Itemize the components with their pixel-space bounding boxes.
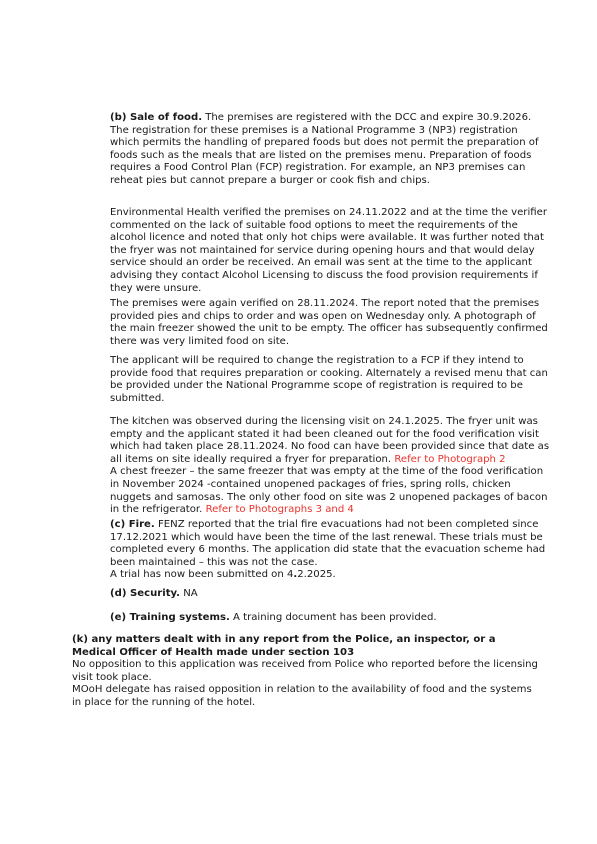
section-c — [110, 519, 550, 582]
section-k — [72, 634, 542, 710]
section-b-para3 — [110, 355, 550, 405]
trial-dot: . — [293, 569, 298, 581]
trial-text-end: 2.2025. — [297, 569, 336, 581]
section-k-para1: No opposition to this application was received from Police who reported before the licensing visit took place. — [72, 659, 538, 683]
trial-text: A trial has now been submitted on 4 — [110, 569, 294, 581]
photo-reference: Refer to Photograph 2 — [394, 453, 506, 465]
paragraph: The applicant will be required to change the registration to a FCP if they intend to provide food that requires preparation or cooking. Alternately a revised menu that can be provided under the National Programme scope of registration is required to be submitted. — [110, 355, 548, 404]
section-e-heading: (e) Training systems. — [110, 612, 230, 623]
section-k-para2: MOoH delegate has raised opposition in relation to the availability of food and the systems in place for the running of the hotel. — [72, 684, 532, 708]
section-d-heading: (d) Security. — [110, 588, 181, 599]
paragraph: The premises were again verified on 28.11.2024. The report noted that the premises provided pies and chips to order and was open on Wednesday only. A photograph of the main freezer showed the unit to be empty. The officer has subsequently confirmed there was very limited food on site. — [110, 298, 548, 347]
paragraph-text: A chest freezer – the same freezer that was empty at the time of the food verification in November 2024 -contained unopened packages of fries, spring rolls, chicken nuggets and samosas. The only other food on site was 2 unopened packages of bacon in the refrigerator. — [110, 466, 548, 516]
section-b-para4 — [110, 416, 550, 517]
section-b-intro-text: The premises are registered with the DCC and expire 30.9.2026. The registration for these premises is a National Programme 3 (NP3) registration which permits the handling of prepared foods but does not permit the preparation of foods such as the meals that are listed on the premises menu. Preparation of foods requires a Food Control Plan (FCP) registration. For example, an NP3 premises can reheat pies but cannot prepare a burger or cook fish and chips. — [110, 112, 539, 186]
section-e — [110, 612, 550, 625]
paragraph-text: The kitchen was observed during the licensing visit on 24.1.2025. The fryer unit was empty and the applicant stated it had been cleaned out for the food verification visit which had taken place 28.11.2024. No food can have been provided since that date as all items on site ideally required a fryer for preparation. — [110, 416, 550, 465]
section-e-text: A training document has been provided. — [229, 612, 437, 623]
photo-reference: Refer to Photographs 3 and 4 — [205, 504, 354, 516]
section-c-heading: (c) Fire. — [110, 519, 155, 530]
section-k-heading: (k) any matters dealt with in any report from the Police, an inspector, or a Medical Officer of Health made under section 103 — [72, 634, 496, 658]
section-c-text: FENZ reported that the trial fire evacuations had not been completed since 17.12.2021 which would have been the time of the last renewal. These trials must be completed every 6 months. The application did state that the evacuation scheme had been maintained – this was not the case. — [110, 519, 546, 568]
section-b-intro — [110, 112, 550, 188]
section-d-text: NA — [180, 588, 198, 599]
section-d — [110, 588, 550, 601]
paragraph: Environmental Health verified the premises on 24.11.2022 and at the time the verifier commented on the lack of suitable food options to meet the requirements of the alcohol licence and noted that only hot chips were available. It was further noted that the fryer was not maintained for service during opening hours and that would delay service should an order be received. An email was sent at the time to the applicant advising they contact Alcohol Licensing to discuss the food provision requirements if they were unsure. — [110, 207, 547, 294]
section-b-para2 — [110, 298, 550, 348]
section-b-para1 — [110, 207, 550, 295]
section-b-heading: (b) Sale of food. — [110, 112, 203, 123]
